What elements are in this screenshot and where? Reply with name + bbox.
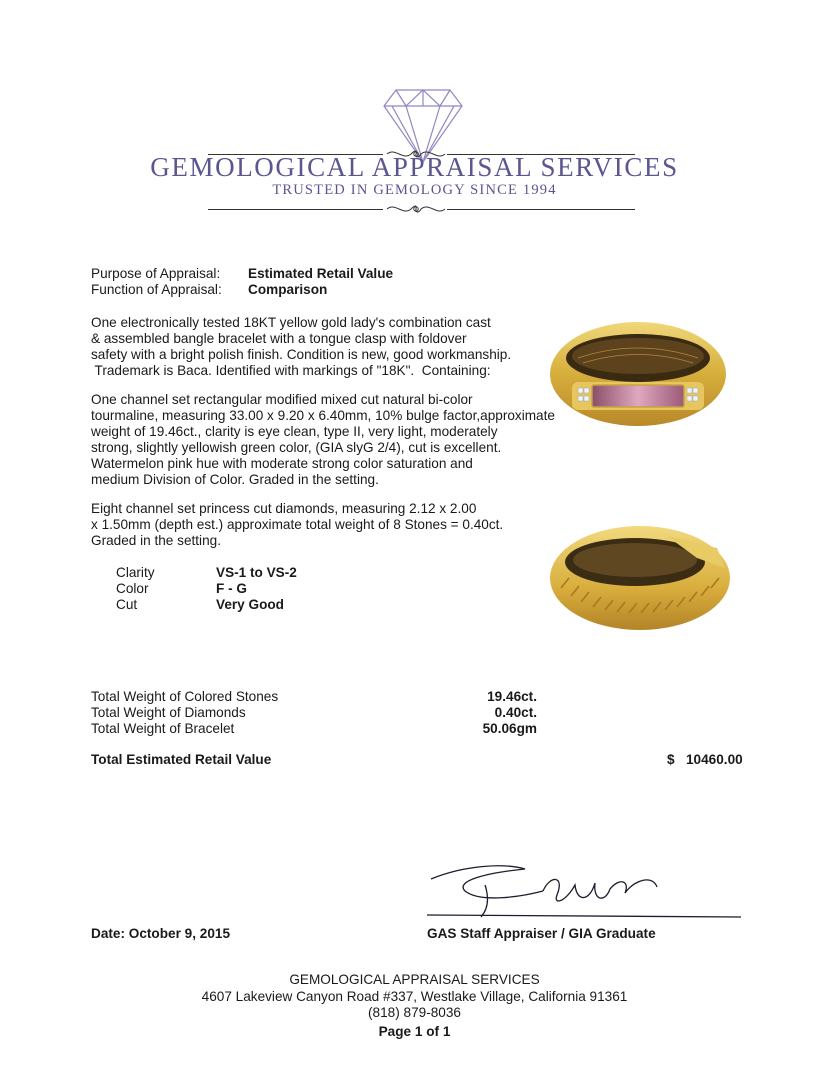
footer-company: GEMOLOGICAL APPRAISAL SERVICES <box>289 972 540 987</box>
appraiser-signature-icon <box>425 855 745 925</box>
grade-color-label: Color <box>116 581 149 596</box>
item-description: One electronically tested 18KT yellow gold lady's combination cast & assembled bangle bracelet with a tongue clasp with foldover safety with a bright polish finish. Condition is new, good workmanship. Trademark is Baca. Identified with markings of "18K". Containing: <box>91 315 512 378</box>
bracelet-photo-top <box>548 318 728 436</box>
total-bracelet-label: Total Weight of Bracelet <box>91 721 235 736</box>
company-logo-subtitle: TRUSTED IN GEMOLOGY SINCE 1994 <box>272 182 557 198</box>
retail-currency: $ <box>667 752 675 767</box>
flourish-ornament-icon <box>385 200 447 218</box>
grade-cut-value: Very Good <box>216 597 284 612</box>
appraiser-title: GAS Staff Appraiser / GIA Graduate <box>427 926 656 941</box>
retail-amount: 10460.00 <box>686 752 743 767</box>
grade-clarity-value: VS-1 to VS-2 <box>216 565 297 580</box>
retail-value-label: Total Estimated Retail Value <box>91 752 272 767</box>
grade-cut-label: Cut <box>116 597 138 612</box>
logo-bottom-rule-right <box>447 209 635 210</box>
tourmaline-description: One channel set rectangular modified mixed cut natural bi-color tourmaline, measuring 33.00 x 9.20 x 6.40mm, 10% bulge factor,approximate weight of 19.46ct., clarity is eye clean, type II, very light, moderately strong, slightly yellowish green color, (GIA slyG 2/4), cut is excellent. Watermelon pink hue with moderate strong color saturation and medium Division of Color. Graded in the setting. <box>91 392 555 487</box>
purpose-label: Purpose of Appraisal: <box>91 266 221 281</box>
total-diamonds-value: 0.40ct. <box>494 705 537 720</box>
footer-address: 4607 Lakeview Canyon Road #337, Westlake Village, California 91361 <box>201 989 628 1004</box>
page-number: Page 1 of 1 <box>378 1024 451 1039</box>
bracelet-photo-side <box>547 522 733 632</box>
company-logo-title: GEMOLOGICAL APPRAISAL SERVICES <box>150 152 679 182</box>
grade-color-value: F - G <box>216 581 247 596</box>
purpose-value: Estimated Retail Value <box>248 266 394 281</box>
total-bracelet-value: 50.06gm <box>482 721 537 736</box>
function-value: Comparison <box>248 282 328 297</box>
appraisal-date: Date: October 9, 2015 <box>91 926 231 941</box>
total-colored-stones-label: Total Weight of Colored Stones <box>91 689 279 704</box>
total-colored-stones-value: 19.46ct. <box>487 689 537 704</box>
function-label: Function of Appraisal: <box>91 282 222 297</box>
footer-phone: (818) 879-8036 <box>368 1005 461 1020</box>
grade-clarity-label: Clarity <box>116 565 155 580</box>
total-diamonds-label: Total Weight of Diamonds <box>91 705 246 720</box>
diamonds-description: Eight channel set princess cut diamonds, measuring 2.12 x 2.00 x 1.50mm (depth est.) approximate total weight of 8 Stones = 0.40ct. Graded in the setting. <box>91 501 504 548</box>
logo-bottom-rule-left <box>208 209 383 210</box>
